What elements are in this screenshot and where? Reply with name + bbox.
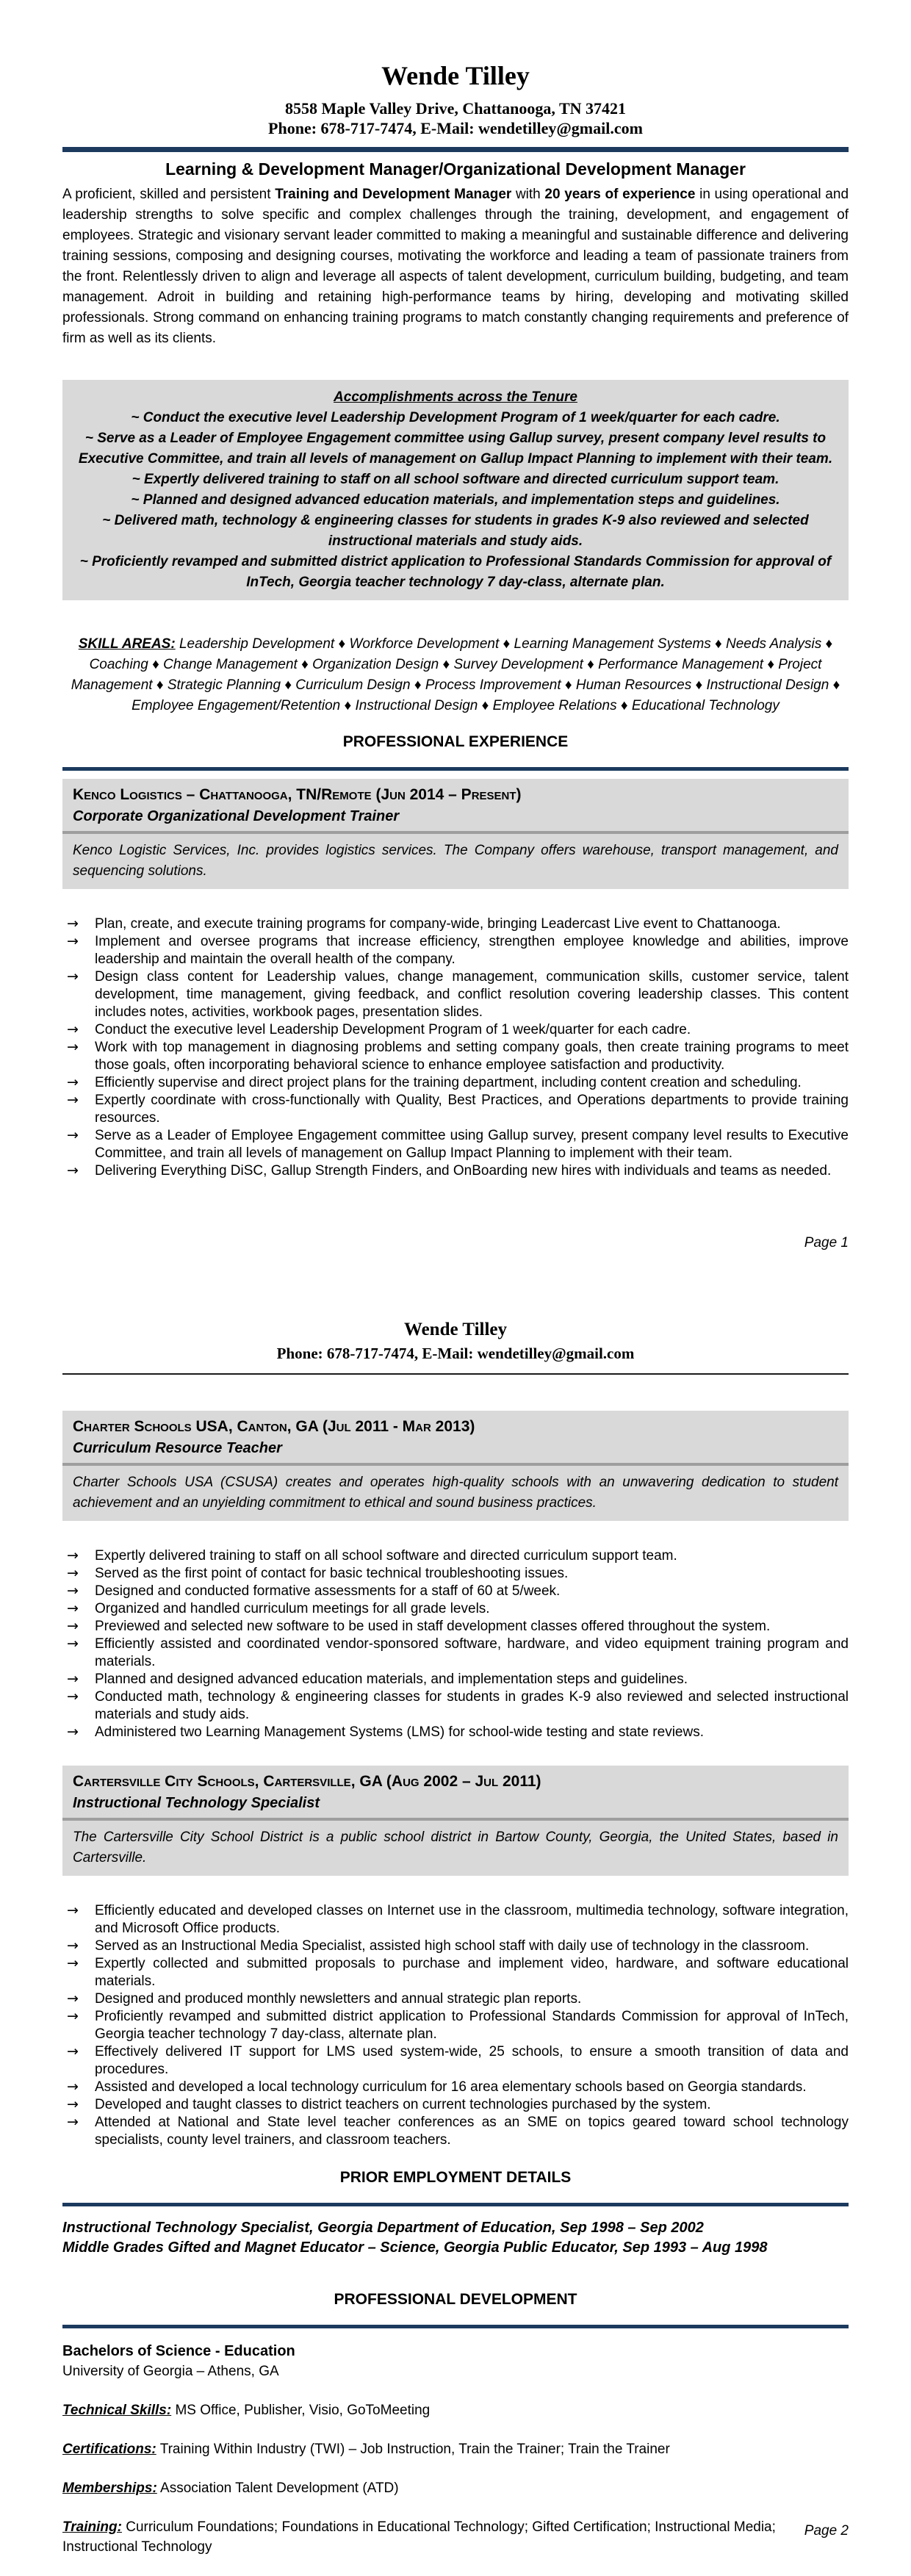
prior-employment-line: Middle Grades Gifted and Magnet Educator – Science, Georgia Public Educator, Sep 1993 – Aug 1998 [62,2239,768,2256]
page-footer: Page 2 [804,2523,849,2539]
arrow-bullet-icon: → [67,968,79,985]
accomplishment-item: ~ Delivered math, technology & engineering classes for students in grades K-9 also reviewed and selected instructional materials and study aids. [102,513,809,549]
arrow-bullet-icon: → [67,1074,79,1090]
bullet-item: → Organized and handled curriculum meetings for all grade levels. [67,1600,490,1616]
training-label: Training: [62,2519,122,2535]
section-divider [62,2203,849,2206]
page-footer: Page 1 [804,1235,849,1251]
bullet-item: → Implement and oversee programs that increase efficiency, strengthen employee knowledge and abilities, improve leadership and maintain the overall health of the company. [67,933,849,967]
accomplishments-panel [62,380,849,600]
skill-areas-list: Leadership Development ♦ Workforce Development ♦ Learning Management Systems ♦ Needs Analysis ♦ Coaching ♦ Change Management ♦ Organization Design ♦ Survey Development ♦ Performance Management ♦ Project Management ♦ Strategic Planning ♦ Curriculum Design ♦ Process Improvement ♦ Human Resources ♦ Instructional Design ♦ Employee Engagement/Retention ♦ Instructional Design ♦ Employee Relations ♦ Educational Technology [71,636,840,713]
technical-skills-row [62,2400,849,2420]
memberships-value: Association Talent Development (ATD) [160,2480,399,2496]
memberships-label: Memberships: [62,2480,157,2496]
arrow-bullet-icon: → [67,1955,79,1971]
job-role: Instructional Technology Specialist [73,1795,320,1811]
arrow-bullet-icon: → [67,2079,79,2095]
job-bullets-kenco [62,915,849,1180]
certifications-row [62,2439,849,2459]
bullet-item: → Efficiently assisted and coordinated vendor-sponsored software, hardware, and video equipment training program and materials. [67,1636,849,1669]
bullet-item: → Designed and produced monthly newsletters and annual strategic plan reports. [67,1990,582,2007]
bullet-item: → Conducted math, technology & engineering classes for students in grades K-9 also reviewed and selected instructional materials and study aids. [67,1688,849,1722]
arrow-bullet-icon: → [67,1600,79,1616]
company-line: Charter Schools USA, Canton, GA (Jul 2011 - Mar 2013) [73,1418,475,1435]
bullet-item: → Design class content for Leadership values, change management, communication skills, customer service, talent development, time management, giving feedback, and conflict resolution covering leadership classes. This content includes notes, activities, workbook pages, presentation slides. [67,968,849,1020]
section-divider [62,767,849,771]
job-panel-divider [62,1818,849,1821]
bullet-item: → Assisted and developed a local technology curriculum for 16 area elementary schools based on Georgia standards. [67,2079,807,2095]
bullet-item: → Work with top management in diagnosing problems and setting company goals, then create training programs to meet those goals, often incorporating behavioral science to enhance employee satisfaction and productivity. [67,1039,849,1073]
header-divider-page2 [62,1373,849,1375]
accomplishment-item: ~ Proficiently revamped and submitted district application to Professional Standards Commission for approval of InTech, Georgia teacher technology 7 day-class, alternate plan. [79,554,832,590]
arrow-bullet-icon: → [67,1162,79,1179]
certifications-value: Training Within Industry (TWI) – Job Instruction, Train the Trainer; Train the Trainer [159,2442,670,2457]
bullet-item: → Administered two Learning Management Systems (LMS) for school-wide testing and state reviews. [67,1724,704,1740]
arrow-bullet-icon: → [67,915,79,932]
arrow-bullet-icon: → [67,1127,79,1143]
target-job-title: Learning & Development Manager/Organizational Development Manager [165,159,746,179]
arrow-bullet-icon: → [67,1583,79,1599]
bullet-item: → Developed and taught classes to district teachers on current technologies purchased by the system. [67,2096,711,2112]
bullet-item: → Conduct the executive level Leadership Development Program of 1 week/quarter for each cadre. [67,1021,691,1037]
arrow-bullet-icon: → [67,1021,79,1037]
bullet-item: → Previewed and selected new software to be used in staff development classes offered throughout the system. [67,1618,771,1634]
arrow-bullet-icon: → [67,2096,79,2112]
accomplishment-item: ~ Planned and designed advanced education materials, and implementation steps and guidelines. [131,492,780,508]
company-description: Kenco Logistic Services, Inc. provides logistics services. The Company offers warehouse, transport management, and sequencing solutions. [73,843,838,879]
arrow-bullet-icon: → [67,1636,79,1652]
contact-line-page2: Phone: 678-717-7474, E-Mail: wendetilley@gmail.com [276,1345,635,1362]
technical-skills-label: Technical Skills: [62,2403,172,2418]
bullet-item: → Expertly coordinate with cross-functionally with Quality, Best Practices, and Operations departments to provide training resources. [67,1092,849,1126]
arrow-bullet-icon: → [67,1618,79,1634]
arrow-bullet-icon: → [67,1092,79,1108]
section-divider [62,2325,849,2328]
skill-areas-label: SKILL AREAS: [78,636,176,652]
contact-line: Phone: 678-717-7474, E-Mail: wendetilley@gmail.com [268,119,643,137]
job-panel-divider [62,1463,849,1466]
bullet-item: → Efficiently educated and developed classes on Internet use in the classroom, multimedia technology, software integration, and Microsoft Office products. [67,1902,849,1936]
arrow-bullet-icon: → [67,1547,79,1564]
arrow-bullet-icon: → [67,1902,79,1918]
bullet-item: → Delivering Everything DiSC, Gallup Strength Finders, and OnBoarding new hires with individuals and teams as needed. [67,1162,832,1179]
training-value: Curriculum Foundations; Foundations in Educational Technology; Gifted Certification; Instructional Media; Instructional Technology [62,2519,776,2555]
bullet-item: → Serve as a Leader of Employee Engagement committee using Gallup survey, present company level results to Executive Committee, and train all levels of management on Gallup Impact Planning to implement with their team. [67,1127,849,1161]
degree: Bachelors of Science - Education [62,2343,295,2359]
job-role: Corporate Organizational Development Trainer [73,808,400,824]
section-heading-professional-experience: PROFESSIONAL EXPERIENCE [342,733,569,750]
header-divider [62,147,849,152]
arrow-bullet-icon: → [67,2008,79,2024]
arrow-bullet-icon: → [67,1990,79,2007]
arrow-bullet-icon: → [67,1671,79,1687]
arrow-bullet-icon: → [67,2043,79,2059]
candidate-name: Wende Tilley [381,61,530,90]
company-description: The Cartersville City School District is a public school district in Bartow County, Georgia, the United States, based in Cartersville. [73,1830,838,1866]
school: University of Georgia – Athens, GA [62,2364,279,2379]
job-role: Curriculum Resource Teacher [73,1440,282,1456]
professional-summary: A proficient, skilled and persistent Training and Development Manager with 20 years of experience in using operational and leadership strengths to solve specific and complex challenges through the training, development, and engagement of employees. Strategic and visionary servant leader committed to making a meaningful and sustainable difference and delivering training sessions, composing and designing courses, motivating the workforce and leading a team of passionate trainers from the front. Relentlessly driven to align and leverage all aspects of talent development, curriculum building, budgeting, and team management. Adroit in building and retaining high-performance teams by hiring, developing and motivating skilled professionals. Strong command on enhancing training programs to match constantly changing requirements and preference of firm as well as its clients. [62,187,849,346]
job-header-panel-charter [62,1411,849,1521]
arrow-bullet-icon: → [67,1565,79,1581]
certifications-label: Certifications: [62,2442,156,2457]
memberships-row [62,2478,849,2498]
bullet-item: → Expertly delivered training to staff on all school software and directed curriculum support team. [67,1547,677,1564]
bullet-item: → Designed and conducted formative assessments for a staff of 60 at 5/week. [67,1583,561,1599]
job-panel-divider [62,831,849,834]
job-header-panel-kenco [62,779,849,889]
arrow-bullet-icon: → [67,1938,79,1954]
page-2 [0,1288,911,2576]
bullet-item: → Efficiently supervise and direct project plans for the training department, including content creation and scheduling. [67,1074,802,1090]
prior-employment-line: Instructional Technology Specialist, Georgia Department of Education, Sep 1998 – Sep 2002 [62,2220,704,2236]
skill-areas [62,634,849,716]
arrow-bullet-icon: → [67,1688,79,1705]
arrow-bullet-icon: → [67,1724,79,1740]
accomplishment-item: ~ Serve as a Leader of Employee Engagement committee using Gallup survey, present company level results to Executive Committee, and train all levels of management on Gallup Impact Planning to implement with their team. [78,431,833,467]
company-line: Kenco Logistics – Chattanooga, TN/Remote (Jun 2014 – Present) [73,786,522,803]
address-line: 8558 Maple Valley Drive, Chattanooga, TN 37421 [284,99,627,118]
accomplishment-item: ~ Conduct the executive level Leadership Development Program of 1 week/quarter for each cadre. [131,410,780,425]
bullet-item: → Effectively delivered IT support for LMS used system-wide, 25 schools, to ensure a smooth transition of data and procedures. [67,2043,849,2077]
bullet-item: → Attended at National and State level teacher conferences as an SME on topics geared toward school technology specialists, county level trainers, and classroom teachers. [67,2114,849,2148]
bullet-item: → Plan, create, and execute training programs for company-wide, bringing Leadercast Live event to Chattanooga. [67,915,781,932]
bullet-item: → Served as the first point of contact for basic technical troubleshooting issues. [67,1565,569,1581]
job-bullets-cartersville [62,1902,849,2149]
arrow-bullet-icon: → [67,2114,79,2130]
technical-skills-value: MS Office, Publisher, Visio, GoToMeeting [175,2403,431,2418]
candidate-name-page2: Wende Tilley [403,1320,508,1339]
section-heading-prior-employment: PRIOR EMPLOYMENT DETAILS [339,2169,572,2186]
bullet-item: → Expertly collected and submitted proposals to purchase and implement video, hardware, and software educational materials. [67,1955,849,1989]
company-line: Cartersville City Schools, Cartersville, GA (Aug 2002 – Jul 2011) [73,1773,541,1790]
job-header-panel-cartersville [62,1766,849,1876]
bullet-item: → Served as an Instructional Media Specialist, assisted high school staff with daily use of technology in the classroom. [67,1938,810,1954]
accomplishments-title: Accomplishments across the Tenure [334,389,577,405]
arrow-bullet-icon: → [67,933,79,949]
arrow-bullet-icon: → [67,1039,79,1055]
job-bullets-charter [62,1547,849,1741]
bullet-item: → Proficiently revamped and submitted district application to Professional Standards Commission for approval of InTech, Georgia teacher technology 7 day-class, alternate plan. [67,2008,849,2042]
company-description: Charter Schools USA (CSUSA) creates and operates high-quality schools with an unwavering dedication to student achievement and an unyielding commitment to ethical and sound business practices. [73,1475,838,1511]
accomplishments-list [74,408,837,593]
bullet-item: → Planned and designed advanced education materials, and implementation steps and guidelines. [67,1671,688,1687]
section-heading-professional-development: PROFESSIONAL DEVELOPMENT [334,2291,577,2308]
training-row [62,2517,849,2557]
accomplishment-item: ~ Expertly delivered training to staff on all school software and directed curriculum support team. [132,472,779,487]
